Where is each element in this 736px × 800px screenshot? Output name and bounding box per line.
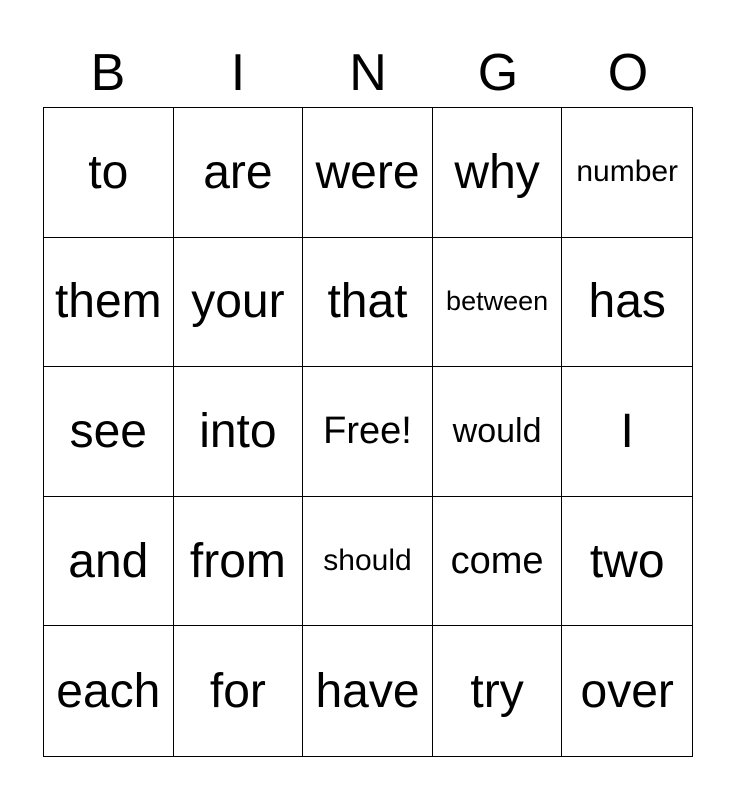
bingo-cell[interactable]: to — [44, 108, 174, 238]
header-letter-i: I — [230, 44, 246, 102]
bingo-cell[interactable]: see — [44, 367, 174, 497]
bingo-free-cell[interactable]: Free! — [303, 367, 433, 497]
bingo-cell[interactable]: would — [433, 367, 563, 497]
bingo-cell[interactable]: should — [303, 497, 433, 627]
header-letter-b: B — [90, 44, 126, 102]
bingo-cell[interactable]: why — [433, 108, 563, 238]
bingo-cell[interactable]: come — [433, 497, 563, 627]
bingo-cell[interactable]: were — [303, 108, 433, 238]
header-letter-n: N — [349, 44, 387, 102]
bingo-cell[interactable]: into — [174, 367, 304, 497]
bingo-cell[interactable]: two — [562, 497, 692, 627]
bingo-board — [43, 107, 693, 757]
bingo-cell[interactable]: your — [174, 238, 304, 368]
header-letter-o: O — [607, 44, 649, 102]
bingo-cell[interactable]: them — [44, 238, 174, 368]
bingo-cell[interactable]: over — [580, 664, 674, 718]
bingo-cell[interactable]: try — [433, 626, 563, 756]
header-letter-g: G — [477, 44, 519, 102]
bingo-cell[interactable]: number — [562, 108, 692, 238]
bingo-cell[interactable]: for — [174, 626, 304, 756]
bingo-cell[interactable]: each — [44, 626, 174, 756]
bingo-cell[interactable]: between — [433, 238, 563, 368]
bingo-cell[interactable]: and — [44, 497, 174, 627]
bingo-cell[interactable]: have — [303, 626, 433, 756]
bingo-cell[interactable]: from — [174, 497, 304, 627]
bingo-cell[interactable]: I — [562, 367, 692, 497]
bingo-header — [43, 40, 693, 106]
bingo-cell[interactable]: are — [174, 108, 304, 238]
bingo-cell[interactable]: that — [303, 238, 433, 368]
bingo-cell[interactable]: has — [562, 238, 692, 368]
